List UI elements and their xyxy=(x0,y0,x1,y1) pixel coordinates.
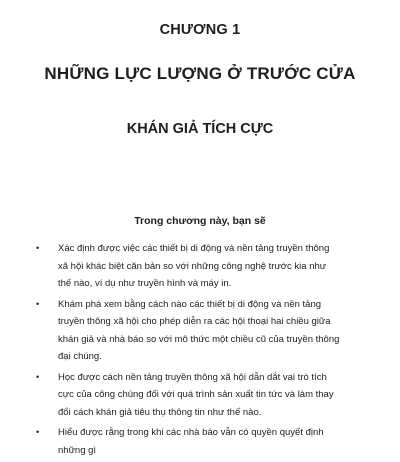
list-item xyxy=(0,296,400,366)
bullet-icon: • xyxy=(36,427,40,437)
chapter-subtitle: KHÁN GIẢ TÍCH CỰC xyxy=(126,121,274,137)
bullet-icon: • xyxy=(36,371,40,382)
list-item xyxy=(0,369,400,422)
chapter-intro: Trong chương này, bạn sẽ xyxy=(134,215,266,227)
chapter-label: CHƯƠNG 1 xyxy=(159,22,241,38)
list-item xyxy=(0,240,400,293)
list-item-text: Hiểu được rằng trong khi các nhà báo vẫn có quyền quyết định những gì xyxy=(58,427,324,456)
chapter-title: NHỮNG LỰC LƯỢNG Ở TRƯỚC CỬA xyxy=(44,64,356,83)
list-item xyxy=(0,424,400,459)
bullet-icon: • xyxy=(36,243,40,253)
list-item-text: Học được cách nền tảng truyền thông xã hội dẫn dắt vai trò tích cực của công chúng đối với quá trình sản xuất tin tức và làm thay đổi cách khán giả tiêu thụ thông tin như thế nào. xyxy=(58,371,334,418)
objectives-list xyxy=(0,240,400,462)
list-item-text: Xác định được việc các thiết bị di động và nền tảng truyền thông xã hội khác biệt căn bản so với những công nghệ trước kia như thế nào, ví dụ như truyền hình và máy in. xyxy=(58,243,330,289)
bullet-icon: • xyxy=(36,298,40,309)
list-item-text: Khám phá xem bằng cách nào các thiết bị di động và nền tảng truyền thông xã hội cho phép diễn ra các hội thoại hai chiều giữa khán giả và nhà báo so với mô thức một chiều cũ của truyền thông đại chúng. xyxy=(58,298,340,362)
